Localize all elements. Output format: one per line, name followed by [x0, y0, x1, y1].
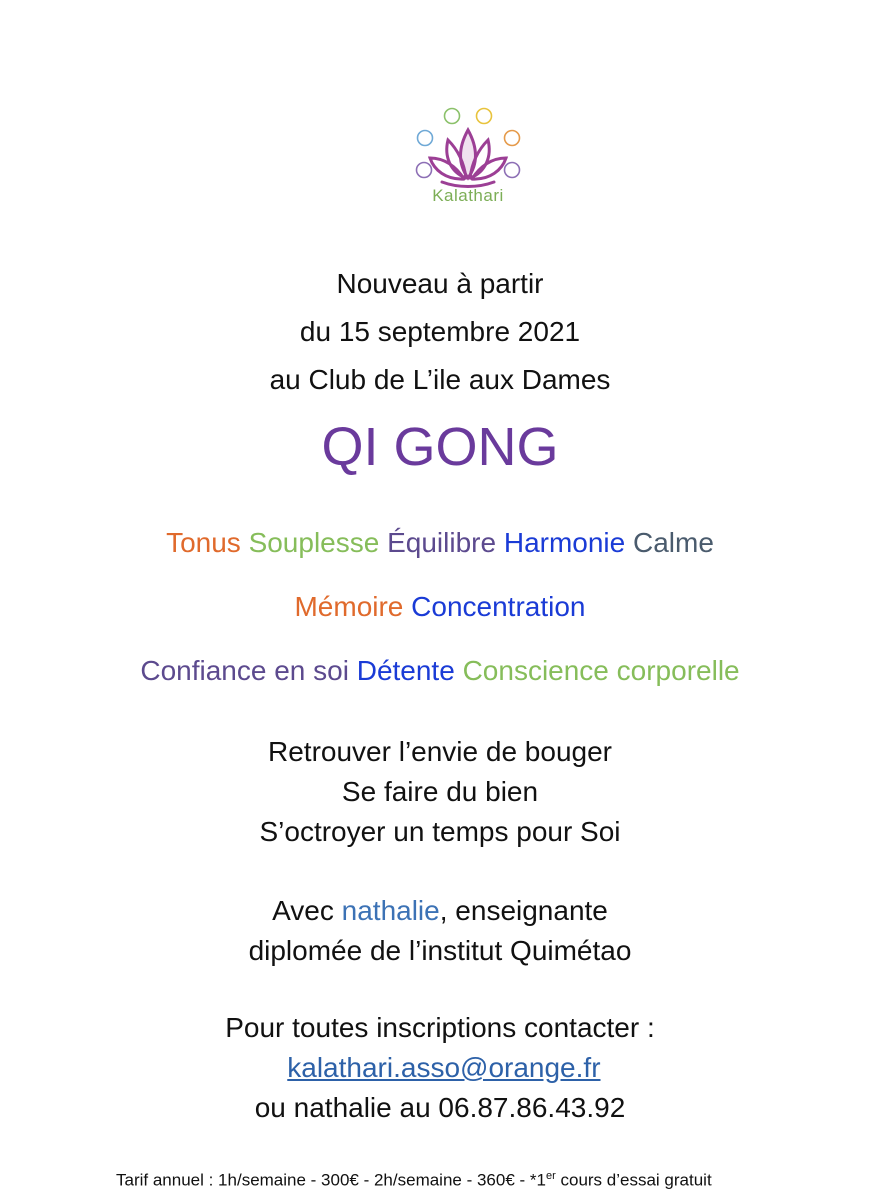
teacher-name: nathalie: [341, 895, 440, 926]
teacher-prefix: Avec: [272, 895, 334, 926]
logo-circle-yellow: [477, 109, 492, 124]
tarif-end: cours d’essai gratuit: [555, 1170, 712, 1190]
intro-block: [0, 260, 880, 404]
logo-circle-green: [445, 109, 460, 124]
contact-email-row: [0, 1048, 880, 1088]
logo-circle-blue: [418, 131, 433, 146]
contact-block: [0, 1008, 880, 1128]
intro-line-3: au Club de L’ile aux Dames: [269, 364, 611, 395]
logo-circle-purple-right: [505, 163, 520, 178]
motto-line-1: Retrouver l’envie de bouger: [268, 736, 612, 767]
benefit-souplesse: Souplesse: [248, 527, 380, 558]
benefits-row-1: [0, 527, 880, 559]
benefit-conscience: Conscience corporelle: [462, 655, 740, 686]
page-title: QI GONG: [321, 417, 559, 477]
benefit-equilibre: Équilibre: [387, 527, 497, 558]
intro-line-1: Nouveau à partir: [336, 268, 544, 299]
benefit-detente: Détente: [356, 655, 455, 686]
tarif-sup: er: [545, 1170, 556, 1182]
logo-text: Kalathari: [432, 186, 504, 205]
motto-line-2: Se faire du bien: [341, 776, 539, 807]
benefit-confiance: Confiance en soi: [140, 655, 349, 686]
contact-line-3: ou nathalie au 06.87.86.43.92: [254, 1092, 626, 1123]
benefit-concentration: Concentration: [411, 591, 586, 622]
contact-email-link[interactable]: kalathari.asso@orange.fr: [287, 1052, 601, 1083]
motto-block: [0, 732, 880, 852]
benefit-memoire: Mémoire: [294, 591, 404, 622]
motto-line-3: S’octroyer un temps pour Soi: [259, 816, 621, 847]
benefit-tonus: Tonus: [166, 527, 241, 558]
benefits-row-3: [0, 655, 880, 687]
teacher-line-2: diplomée de l’institut Quimétao: [248, 935, 632, 966]
teacher-line-1: [0, 891, 880, 931]
logo-circle-purple: [417, 163, 432, 178]
contact-line-1: Pour toutes inscriptions contacter :: [225, 1012, 655, 1043]
lotus-icon: [402, 100, 534, 190]
kalathari-logo: [402, 100, 534, 210]
tarif-main: Tarif annuel : 1h/semaine - 300€ - 2h/semaine - 360€ - *1: [116, 1170, 546, 1190]
intro-line-2: du 15 septembre 2021: [299, 316, 581, 347]
teacher-suffix: , enseignante: [439, 895, 608, 926]
logo-circle-orange: [505, 131, 520, 146]
teacher-block: [0, 891, 880, 971]
benefit-harmonie: Harmonie: [503, 527, 626, 558]
benefits-row-2: [0, 591, 880, 623]
benefit-calme: Calme: [633, 527, 714, 558]
tarif-footer: [116, 1164, 712, 1193]
